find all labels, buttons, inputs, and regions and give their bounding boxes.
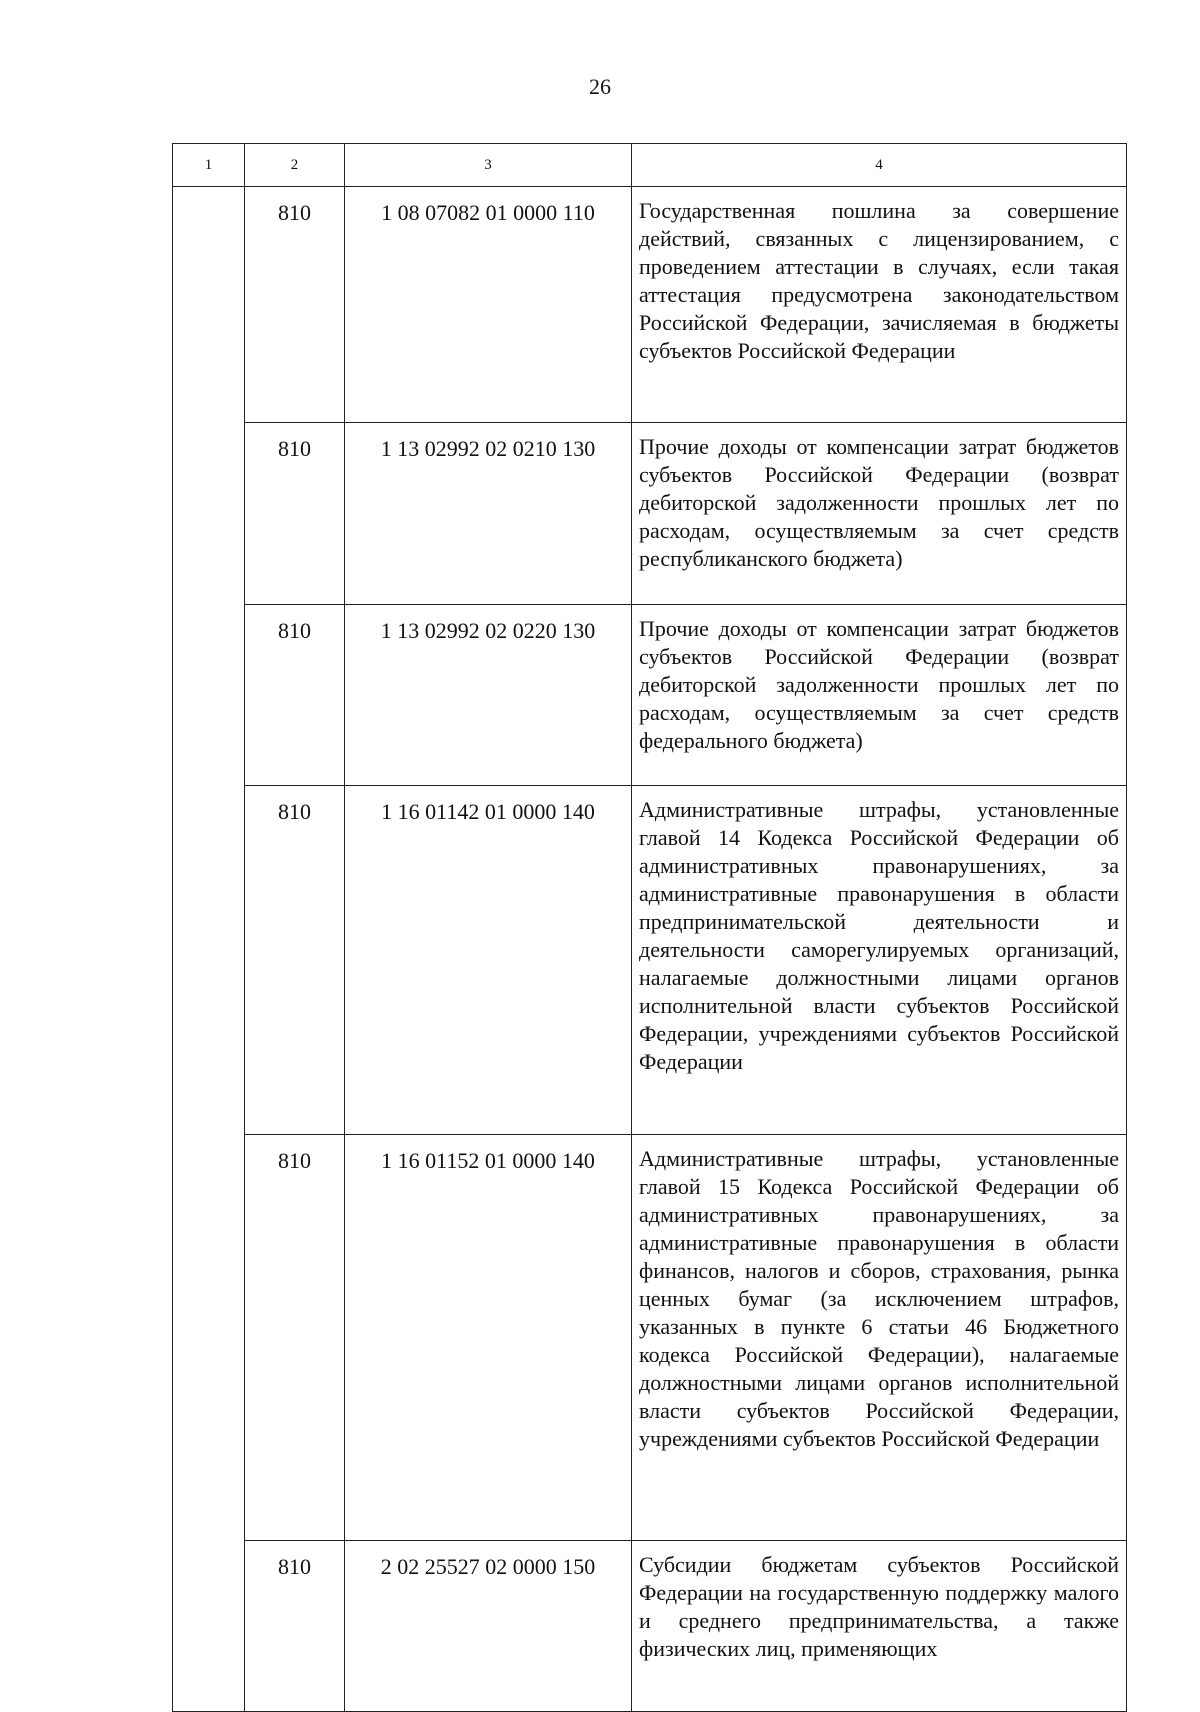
budget-classification-code-cell: 1 08 07082 01 0000 110 (345, 187, 632, 423)
admin-code-cell: 810 (245, 605, 345, 786)
table-row (173, 187, 1127, 423)
table-row (173, 605, 1127, 786)
page-number: 26 (589, 74, 611, 99)
table-row (173, 786, 1127, 1135)
empty-column-cell (173, 187, 245, 1712)
table-row (173, 1135, 1127, 1541)
budget-classification-code-cell: 1 16 01142 01 0000 140 (345, 786, 632, 1135)
table-row (173, 423, 1127, 605)
budget-classification-code-cell: 1 13 02992 02 0210 130 (345, 423, 632, 605)
column-number-1: 1 (173, 144, 245, 187)
revenue-name-cell: Административные штрафы, установленные главой 14 Кодекса Российской Федерации об административных правонарушениях, за административные правонарушения в области предпринимательской деятельности и деятельности саморегулируемых организаций, налагаемые должностными лицами органов исполнительной власти субъектов Российской Федерации, учреждениями субъектов Российской Федерации (632, 786, 1127, 1135)
budget-classification-code-cell: 1 13 02992 02 0220 130 (345, 605, 632, 786)
admin-code-cell: 810 (245, 1135, 345, 1541)
revenue-name-cell: Прочие доходы от компенсации затрат бюджетов субъектов Российской Федерации (возврат дебиторской задолженности прошлых лет по расходам, осуществляемым за счет средств федерального бюджета) (632, 605, 1127, 786)
revenue-codes-table (172, 143, 1127, 1712)
revenue-name-cell: Прочие доходы от компенсации затрат бюджетов субъектов Российской Федерации (возврат дебиторской задолженности прошлых лет по расходам, осуществляемым за счет средств республиканского бюджета) (632, 423, 1127, 605)
revenue-name-cell: Субсидии бюджетам субъектов Российской Федерации на государственную поддержку малого и среднего предпринимательства, а также физических лиц, применяющих (632, 1541, 1127, 1712)
admin-code-cell: 810 (245, 1541, 345, 1712)
budget-classification-code-cell: 2 02 25527 02 0000 150 (345, 1541, 632, 1712)
admin-code-cell: 810 (245, 786, 345, 1135)
revenue-name-cell: Административные штрафы, установленные главой 15 Кодекса Российской Федерации об административных правонарушениях, за административные правонарушения в области финансов, налогов и сборов, страхования, рынка ценных бумаг (за исключением штрафов, указанных в пункте 6 статьи 46 Бюджетного кодекса Российской Федерации), налагаемые должностными лицами органов исполнительной власти субъектов Российской Федерации, учреждениями субъектов Российской Федерации (632, 1135, 1127, 1541)
admin-code-cell: 810 (245, 423, 345, 605)
admin-code-cell: 810 (245, 187, 345, 423)
table-header-row (173, 144, 1127, 187)
table-row (173, 1541, 1127, 1712)
column-number-2: 2 (245, 144, 345, 187)
column-number-3: 3 (345, 144, 632, 187)
budget-classification-code-cell: 1 16 01152 01 0000 140 (345, 1135, 632, 1541)
revenue-name-cell: Государственная пошлина за совершение действий, связанных с лицензированием, с проведением аттестации в случаях, если такая аттестация предусмотрена законодательством Российской Федерации, зачисляемая в бюджеты субъектов Российской Федерации (632, 187, 1127, 423)
column-number-4: 4 (632, 144, 1127, 187)
